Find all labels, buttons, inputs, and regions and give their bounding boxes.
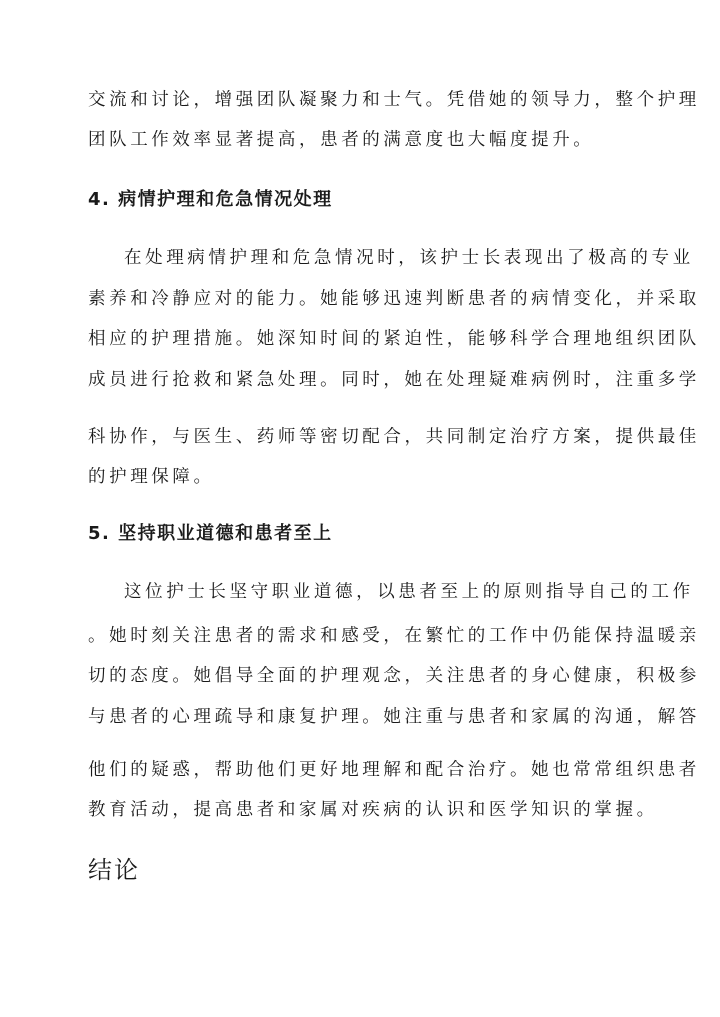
paragraph-line: 素养和冷静应对的能力。她能够迅速判断患者的病情变化，并采取 — [88, 289, 700, 309]
paragraph-line: 在处理病情护理和危急情况时，该护士长表现出了极高的专业 — [124, 248, 694, 268]
conclusion-title: 结论 — [88, 856, 140, 884]
paragraph-line: 切的态度。她倡导全面的护理观念，关注患者的身心健康，积极参 — [88, 666, 700, 686]
paragraph-line: 成员进行抢救和紧急处理。同时，她在处理疑难病例时，注重多学 — [88, 370, 700, 390]
paragraph-line: 团队工作效率显著提高，患者的满意度也大幅度提升。 — [88, 130, 595, 150]
paragraph-line: 与患者的心理疏导和康复护理。她注重与患者和家属的沟通，解答 — [88, 707, 700, 727]
section-4-heading: 4. 病情护理和危急情况处理 — [88, 189, 333, 210]
paragraph-line: 。她时刻关注患者的需求和感受，在繁忙的工作中仍能保持温暖亲 — [88, 626, 700, 646]
paragraph-line: 相应的护理措施。她深知时间的紧迫性，能够科学合理地组织团队 — [88, 329, 700, 349]
paragraph-line: 交流和讨论，增强团队凝聚力和士气。凭借她的领导力，整个护理 — [88, 90, 700, 110]
paragraph-line: 他们的疑惑，帮助他们更好地理解和配合治疗。她也常常组织患者 — [88, 760, 700, 780]
paragraph-line: 这位护士长坚守职业道德，以患者至上的原则指导自己的工作 — [124, 582, 694, 602]
paragraph-line: 科协作，与医生、药师等密切配合，共同制定治疗方案，提供最佳 — [88, 427, 700, 447]
paragraph-line: 的护理保障。 — [88, 467, 215, 487]
section-5-heading: 5. 坚持职业道德和患者至上 — [88, 523, 333, 544]
paragraph-line: 教育活动，提高患者和家属对疾病的认识和医学知识的掌握。 — [88, 800, 658, 820]
